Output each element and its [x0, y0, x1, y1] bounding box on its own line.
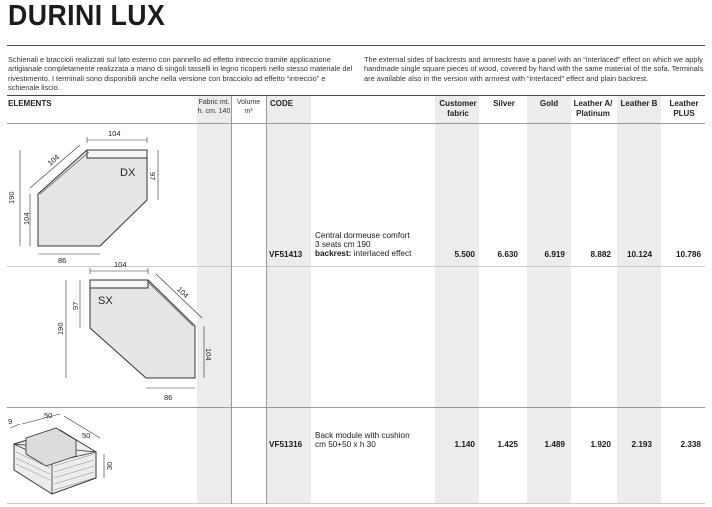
title-divider — [7, 45, 705, 46]
dx-dim-bottom: 86 — [58, 256, 67, 265]
row-code: VF51316 — [269, 440, 303, 449]
sx-dim-bottom: 86 — [164, 393, 173, 402]
dx-label: DX — [120, 167, 136, 179]
module-dim-width-1: 50 — [44, 411, 53, 420]
dx-dim-left: 104 — [22, 212, 31, 225]
sx-dim-total: 190 — [56, 322, 65, 335]
price-gold: 6.919 — [544, 250, 565, 259]
dx-dim-right: 97 — [148, 172, 157, 181]
module-dim-width-2: 50 — [82, 431, 91, 440]
row-description: Central dormeuse comfort 3 seats cm 190 backrest: interlaced effect — [315, 231, 412, 259]
header-silver: Silver — [493, 99, 515, 108]
header-customer-fabric: Customer fabric — [439, 99, 477, 118]
dormeuse-sx-diagram — [40, 258, 220, 408]
table-top-rule — [7, 95, 705, 96]
price-leather-a: 8.882 — [590, 250, 611, 259]
price-leather-b: 2.193 — [631, 440, 652, 449]
row-description: Back module with cushion cm 50+50 x h 30 — [315, 431, 410, 450]
dx-dim-diagonal: 104 — [45, 152, 62, 168]
header-elements: ELEMENTS — [8, 99, 52, 108]
header-leather-a: Leather A/ Platinum — [573, 99, 613, 118]
price-customer-fabric: 5.500 — [454, 250, 475, 259]
module-dim-depth: 9 — [8, 417, 13, 426]
price-leather-b: 10.124 — [626, 250, 652, 259]
page-title: DURINI LUX — [8, 0, 166, 32]
sx-dim-left: 97 — [71, 301, 80, 310]
price-leather-plus: 2.338 — [680, 440, 701, 449]
header-code: CODE — [270, 99, 294, 108]
row-code: VF51413 — [269, 250, 303, 259]
header-volume: Volume m³ — [236, 99, 261, 115]
header-gold: Gold — [539, 99, 559, 108]
dx-dim-top: 104 — [108, 129, 121, 138]
price-leather-plus: 10.786 — [675, 250, 701, 259]
header-leather-plus: Leather PLUS — [669, 99, 699, 118]
price-customer-fabric: 1.140 — [454, 440, 475, 449]
description-italian: Schienali e braccioli realizzati sul lato esterno con pannello ad effetto intreccio tramite applicazione artigianale completamente realizzata a mano di singoli tasselli in legno ricoperti nello stesso materiale del rivestimento. I terminali sono disponibili anche nella versione con bracciolo ad effetto “intreccio” e schienale liscio. — [8, 55, 353, 92]
price-silver: 6.630 — [497, 250, 518, 259]
price-silver: 1.425 — [497, 440, 518, 449]
dormeuse-dx-diagram — [0, 124, 190, 266]
sx-label: SX — [98, 295, 113, 307]
back-module-diagram — [0, 408, 120, 504]
sx-dim-top: 104 — [114, 260, 127, 269]
module-dim-height: 30 — [105, 461, 114, 470]
price-gold: 1.489 — [544, 440, 565, 449]
table-column-rule — [231, 96, 232, 504]
description-english: The external sides of backrests and armrests have a panel with an “interlaced” effect on which we apply handmade single square pieces of wood, covered by hand with the same material of the sofa. Terminals are available also in the version with armrest with “interlaced” effect and plain backrest. — [364, 55, 704, 83]
sx-dim-diagonal: 104 — [175, 284, 191, 301]
sx-dim-right: 104 — [204, 348, 213, 361]
header-fabric-mt: Fabric mt. h. cm. 140 — [197, 99, 231, 115]
table-column-rule — [266, 96, 267, 504]
dx-dim-total: 190 — [7, 191, 16, 204]
price-leather-a: 1.920 — [590, 440, 611, 449]
header-leather-b: Leather B — [620, 99, 658, 108]
